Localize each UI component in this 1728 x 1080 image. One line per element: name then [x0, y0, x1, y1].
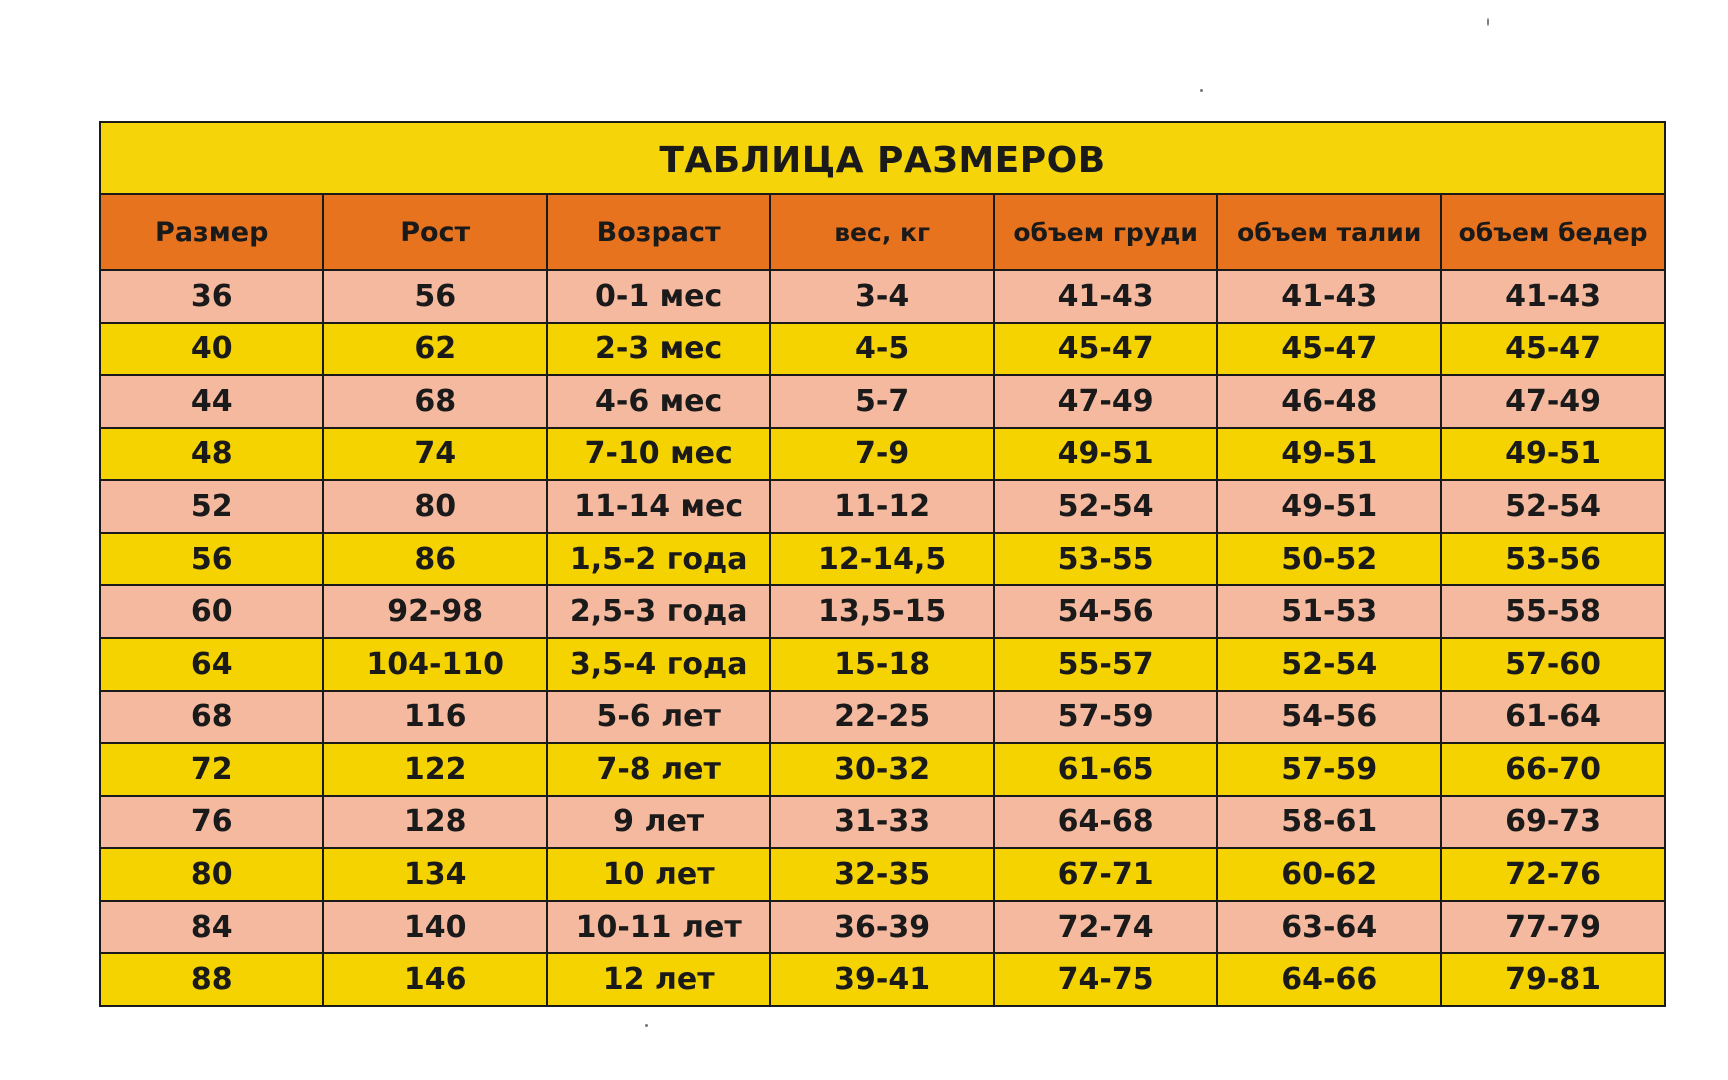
cell-hips: 55-58 — [1441, 585, 1665, 638]
header-waist: объем талии — [1217, 194, 1441, 270]
cell-hips: 69-73 — [1441, 796, 1665, 849]
cell-height: 74 — [323, 428, 546, 481]
cell-size: 84 — [100, 901, 323, 954]
header-height: Рост — [323, 194, 546, 270]
header-weight: вес, кг — [770, 194, 993, 270]
table-row — [100, 375, 1665, 428]
cell-waist: 49-51 — [1217, 480, 1441, 533]
cell-height: 146 — [323, 953, 546, 1006]
cell-age: 2,5-3 года — [547, 585, 770, 638]
cell-chest: 57-59 — [994, 691, 1217, 744]
cell-hips: 53-56 — [1441, 533, 1665, 586]
cell-waist: 46-48 — [1217, 375, 1441, 428]
cell-age: 12 лет — [547, 953, 770, 1006]
scan-speck — [1200, 89, 1203, 92]
cell-age: 1,5-2 года — [547, 533, 770, 586]
cell-hips: 41-43 — [1441, 270, 1665, 323]
cell-weight: 3-4 — [770, 270, 993, 323]
header-hips: объем бедер — [1441, 194, 1665, 270]
cell-size: 88 — [100, 953, 323, 1006]
cell-weight: 11-12 — [770, 480, 993, 533]
cell-chest: 64-68 — [994, 796, 1217, 849]
cell-age: 11-14 мес — [547, 480, 770, 533]
cell-waist: 51-53 — [1217, 585, 1441, 638]
cell-height: 104-110 — [323, 638, 546, 691]
scan-speck — [645, 1024, 648, 1027]
cell-height: 86 — [323, 533, 546, 586]
cell-weight: 39-41 — [770, 953, 993, 1006]
cell-weight: 4-5 — [770, 323, 993, 376]
cell-waist: 49-51 — [1217, 428, 1441, 481]
cell-age: 7-8 лет — [547, 743, 770, 796]
cell-weight: 7-9 — [770, 428, 993, 481]
table-row — [100, 585, 1665, 638]
table-row — [100, 533, 1665, 586]
cell-waist: 54-56 — [1217, 691, 1441, 744]
table-row — [100, 953, 1665, 1006]
table-row — [100, 743, 1665, 796]
table-row — [100, 428, 1665, 481]
cell-weight: 36-39 — [770, 901, 993, 954]
cell-waist: 50-52 — [1217, 533, 1441, 586]
cell-chest: 41-43 — [994, 270, 1217, 323]
header-age: Возраст — [547, 194, 770, 270]
cell-size: 52 — [100, 480, 323, 533]
table-row — [100, 480, 1665, 533]
cell-weight: 31-33 — [770, 796, 993, 849]
table-body — [100, 270, 1665, 1006]
header-chest: объем груди — [994, 194, 1217, 270]
cell-chest: 74-75 — [994, 953, 1217, 1006]
cell-waist: 45-47 — [1217, 323, 1441, 376]
cell-chest: 67-71 — [994, 848, 1217, 901]
cell-height: 80 — [323, 480, 546, 533]
table-row — [100, 270, 1665, 323]
cell-waist: 63-64 — [1217, 901, 1441, 954]
cell-size: 48 — [100, 428, 323, 481]
cell-hips: 49-51 — [1441, 428, 1665, 481]
cell-waist: 58-61 — [1217, 796, 1441, 849]
cell-size: 80 — [100, 848, 323, 901]
cell-weight: 12-14,5 — [770, 533, 993, 586]
cell-age: 7-10 мес — [547, 428, 770, 481]
cell-hips: 45-47 — [1441, 323, 1665, 376]
cell-chest: 53-55 — [994, 533, 1217, 586]
cell-weight: 32-35 — [770, 848, 993, 901]
cell-age: 2-3 мес — [547, 323, 770, 376]
header-row — [100, 194, 1665, 270]
cell-size: 72 — [100, 743, 323, 796]
cell-hips: 77-79 — [1441, 901, 1665, 954]
cell-hips: 61-64 — [1441, 691, 1665, 744]
cell-waist: 57-59 — [1217, 743, 1441, 796]
cell-size: 56 — [100, 533, 323, 586]
cell-height: 68 — [323, 375, 546, 428]
cell-waist: 64-66 — [1217, 953, 1441, 1006]
cell-size: 36 — [100, 270, 323, 323]
cell-size: 68 — [100, 691, 323, 744]
cell-age: 0-1 мес — [547, 270, 770, 323]
cell-waist: 60-62 — [1217, 848, 1441, 901]
cell-age: 10 лет — [547, 848, 770, 901]
cell-chest: 47-49 — [994, 375, 1217, 428]
cell-height: 122 — [323, 743, 546, 796]
table-row — [100, 691, 1665, 744]
cell-chest: 49-51 — [994, 428, 1217, 481]
cell-age: 10-11 лет — [547, 901, 770, 954]
cell-chest: 54-56 — [994, 585, 1217, 638]
table-row — [100, 848, 1665, 901]
size-table — [99, 121, 1666, 1007]
cell-age: 5-6 лет — [547, 691, 770, 744]
cell-weight: 22-25 — [770, 691, 993, 744]
cell-age: 9 лет — [547, 796, 770, 849]
cell-chest: 52-54 — [994, 480, 1217, 533]
table-row — [100, 638, 1665, 691]
cell-weight: 5-7 — [770, 375, 993, 428]
cell-waist: 52-54 — [1217, 638, 1441, 691]
cell-waist: 41-43 — [1217, 270, 1441, 323]
cell-height: 56 — [323, 270, 546, 323]
table-row — [100, 796, 1665, 849]
cell-size: 40 — [100, 323, 323, 376]
cell-hips: 66-70 — [1441, 743, 1665, 796]
cell-height: 62 — [323, 323, 546, 376]
cell-height: 140 — [323, 901, 546, 954]
cell-age: 3,5-4 года — [547, 638, 770, 691]
cell-chest: 55-57 — [994, 638, 1217, 691]
cell-size: 44 — [100, 375, 323, 428]
cell-size: 60 — [100, 585, 323, 638]
cell-chest: 72-74 — [994, 901, 1217, 954]
table-row — [100, 323, 1665, 376]
cell-height: 134 — [323, 848, 546, 901]
cell-weight: 13,5-15 — [770, 585, 993, 638]
table-row — [100, 901, 1665, 954]
table-title: ТАБЛИЦА РАЗМЕРОВ — [100, 122, 1665, 194]
cell-weight: 30-32 — [770, 743, 993, 796]
cell-size: 76 — [100, 796, 323, 849]
cell-hips: 57-60 — [1441, 638, 1665, 691]
cell-chest: 61-65 — [994, 743, 1217, 796]
cell-weight: 15-18 — [770, 638, 993, 691]
cell-height: 92-98 — [323, 585, 546, 638]
cell-height: 128 — [323, 796, 546, 849]
cell-size: 64 — [100, 638, 323, 691]
title-row — [100, 122, 1665, 194]
cell-hips: 47-49 — [1441, 375, 1665, 428]
header-size: Размер — [100, 194, 323, 270]
scan-speck — [1487, 18, 1489, 26]
cell-hips: 72-76 — [1441, 848, 1665, 901]
cell-hips: 52-54 — [1441, 480, 1665, 533]
cell-chest: 45-47 — [994, 323, 1217, 376]
cell-age: 4-6 мес — [547, 375, 770, 428]
cell-height: 116 — [323, 691, 546, 744]
cell-hips: 79-81 — [1441, 953, 1665, 1006]
